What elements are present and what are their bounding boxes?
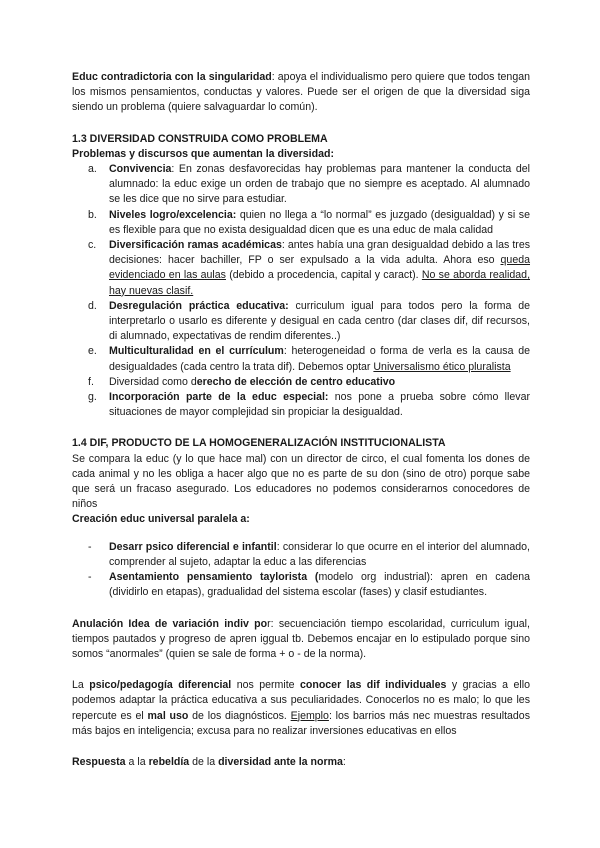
problems-list [72,162,530,420]
list-item: - Desarr psico diferencial e infantil: considerar lo que ocurre en el interior del alumnado, comprender al sujeto, adaptar la educ a las diferencias [88,540,530,568]
section-1-3-heading: 1.3 DIVERSIDAD CONSTRUIDA COMO PROBLEMA [72,132,328,145]
intro-paragraph: Educ contradictoria con la singularidad: apoya el individualismo pero quiere que todos tengan los mismos pensamientos, conductas y valores. Puede ser el origen de que la diversidad siga siendo un problema (quiere salvaguardar lo común). [72,71,530,114]
respuesta-paragraph: Respuesta a la rebeldía de la diversidad ante la norma: [72,755,346,768]
psico-paragraph: La psico/pedagogía diferencial nos permite conocer las dif individuales y gracias a ello podemos adaptar la práctica educativa a sus peculiaridades. Conocerlos no es malo; lo que les repercute es el mal uso de los diagnósticos. Ejemplo: los barrios más nec muestras resultados más bajos en inteligencia; excusa para no realizar inversiones educativas en ellos [72,679,530,737]
list-item: c. Diversificación ramas académicas: antes había una gran desigualdad debido a las tres decisiones: hacer bachiller, FP o ser expulsado a la vida adulta. Ahora eso queda evidenciado en las aulas (debido a procedencia, capital y caract). No se aborda realidad, hay nuevas clasif. [88,239,531,297]
section-1-4-heading: 1.4 DIF, PRODUCTO DE LA HOMOGENERALIZACIÓN INSTITUCIONALISTA [72,437,446,450]
document-page [72,70,530,770]
list-item: e. Multiculturalidad en el currículum: heterogeneidad o forma de verla es la causa de desigualdades (cada centro la trata dif). Debemos optar Universalismo ético pluralista [88,345,530,373]
intro-term: Educ contradictoria con la singularidad [72,71,272,83]
section-1-4-subheading: Creación educ universal paralela a: [72,513,250,526]
list-item: d. Desregulación práctica educativa: curriculum igual para todos pero la forma de interpretarlo o usarlo es diferente y desigual en cada centro (dar clases dif, dif recursos, di alumnado, expectativas de rendim diferentes..) [88,299,531,343]
parallel-list [72,540,530,601]
list-item: b. Niveles logro/excelencia: quien no llega a “lo normal” es juzgado (desigualdad) y si se es flexible para que no exista desigualdad dicen que es una educ de mala calidad [88,208,530,236]
section-1-3-subheading: Problemas y discursos que aumentan la diversidad: [72,147,334,160]
anulacion-paragraph: Anulación Idea de variación indiv por: secuenciación tiempo escolaridad, curriculum igual, tiempos pautados y progreso de apren iggual tb. Debemos encajar en lo estipulado porque sino somos “anormales” (quien se sale de forma + o - de la norma). [72,617,530,660]
list-item: g. Incorporación parte de la educ especial: nos pone a prueba sobre cómo llevar situaciones de mayor complejidad sin propiciar la desigualdad. [88,391,530,419]
list-item: a. Convivencia: En zonas desfavorecidas hay problemas para mantener la conducta del alumnado: la educ exige un orden de trabajo que no siempre es aceptado. Al alumnado se les dice que no sirve para estudiar. [88,163,530,206]
circus-paragraph: Se compara la educ (y lo que hace mal) con un director de circo, el cual fomenta los dones de cada animal y no les obliga a hacer algo que no es parte de su don (sino de otro) porque sabe que será un fracaso asegurado. Los educadores no podemos considerarnos conocedores de niños [72,452,530,511]
list-item: f. Diversidad como derecho de elección de centro educativo [88,375,396,388]
list-item: - Asentamiento pensamiento taylorista (modelo org industrial): apren en cadena (dividirlo en etapas), gradualidad del sistema escolar (fases) y clasif estudiantes. [88,571,530,599]
